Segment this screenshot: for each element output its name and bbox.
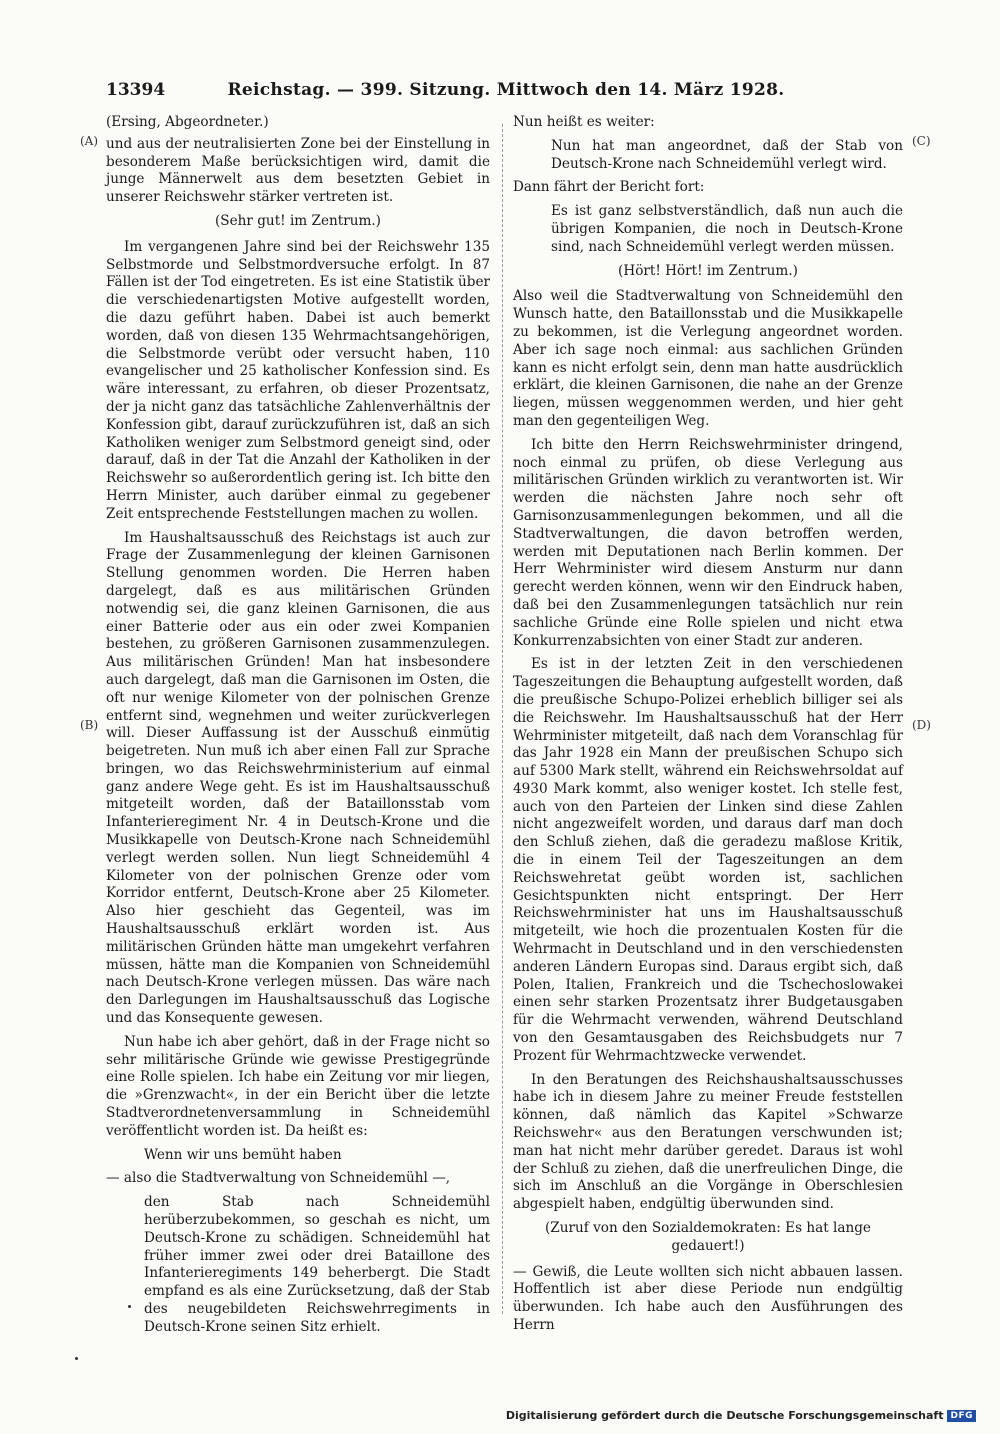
paragraph: In den Beratungen des Reichshaushaltsausschusses habe ich in diesem Jahre zu meiner Freude feststellen können, daß nämlich das Kapitel »Schwarze Reichswehr« aus den Beratungen verschwunden ist; man hat nicht mehr darüber geredet. Daraus ist wohl der Schluß zu ziehen, daß die unerfreulichen Dinge, die sich im Anschluß an die Vorgänge in Oberschlesien abgespielt haben, endgültig überwunden sind. bbox=[513, 1071, 903, 1213]
margin-marker-b: (B) bbox=[80, 718, 99, 732]
paragraph: und aus der neutralisierten Zone bei der Einstellung in besonderem Maße berücksichtigen wird, damit die junge Männerwelt aus dem besetzten Gebiet in unserer Reichswehr stärker vertreten ist. bbox=[106, 135, 490, 206]
margin-marker-c: (C) bbox=[912, 134, 931, 148]
quote: Es ist ganz selbstverständlich, daß nun auch die übrigen Kompanien, die noch in Deutsch-Krone sind, nach Schneidemühl verlegt werden müssen. bbox=[551, 203, 903, 255]
footer-credit bbox=[506, 1409, 976, 1422]
margin-marker-d: (D) bbox=[912, 718, 931, 732]
speaker-label: (Ersing, Abgeordneter.) bbox=[106, 114, 269, 130]
page-title: Reichstag. — 399. Sitzung. Mittwoch den 14. März 1928. bbox=[227, 80, 785, 100]
margin-marker-a: (A) bbox=[80, 134, 99, 148]
paragraph: Nun heißt es weiter: bbox=[513, 114, 655, 130]
paragraph: Im vergangenen Jahre sind bei der Reichswehr 135 Selbstmorde und Selbstmordversuche erfolgt. In 87 Fällen ist der Tod eingetreten. Es ist eine Statistik über die verschiedenartigsten Motive aufgestellt worden, die dazu geführt haben. Dabei ist auch bemerkt worden, daß von diesen 135 Wehrmachtsangehörigen, die Selbstmorde verübt oder versucht haben, 110 evangelischer und 25 katholischer Konfession sind. Es wäre interessant, zu erfahren, ob dieser Prozentsatz, der ja nicht ganz das tatsächliche Zahlenverhältnis der Konfession gibt, darauf zurückzuführen ist, daß an sich Katholiken weniger zum Selbstmord geneigt sind, oder darauf, daß in der Tat die Anzahl der Katholiken in der Reichswehr so außerordentlich gering ist. Ich bitte den Herrn Minister, auch darüber einmal zu gegebener Zeit entsprechende Feststellungen machen zu wollen. bbox=[106, 238, 490, 522]
interjection: (Sehr gut! im Zentrum.) bbox=[215, 212, 381, 229]
right-column bbox=[513, 114, 903, 1341]
column-divider bbox=[502, 124, 503, 1314]
footer-text: Digitalisierung gefördert durch die Deutsche Forschungsgemeinschaft bbox=[505, 1409, 944, 1422]
paragraph: Nun habe ich aber gehört, daß in der Frage nicht so sehr militärische Gründe wie gewisse Prestigegründe eine Rolle spielen. Ich habe ein Zeitung vor mir liegen, die »Grenzwacht«, in der ein Bericht über die letzte Stadtverordnetenversammlung in Schneidemühl veröffentlicht worden ist. Da heißt es: bbox=[106, 1033, 490, 1139]
paragraph: — Gewiß, die Leute wollten sich nicht abbauen lassen. Hoffentlich ist aber diese Periode nun endgültig überwunden. Ich habe auch den Ausführungen des Herrn bbox=[513, 1263, 903, 1333]
speck bbox=[75, 1357, 78, 1360]
interjection: (Zuruf von den Sozialdemokraten: Es hat lange gedauert!) bbox=[545, 1220, 871, 1254]
paragraph: Ich bitte den Herrn Reichswehrminister dringend, noch einmal zu prüfen, ob diese Verlegung aus militärischen Gründen wirklich zu verantworten ist. Wir werden die nächsten Jahre noch sehr oft Garnisonzusammenlegungen bekommen, und all die Stadtverwaltungen, die davon betroffen werden, werden mit Deputationen nach Berlin kommen. Der Herr Wehrminister wird diesem Ansturm nur dann gerecht werden können, wenn wir den Eindruck haben, daß bei den Zusammenlegungen tatsächlich nur rein sachliche Gründe eine Rolle spielen und nicht etwa Konkurrenzabsichten von einer Stadt zur anderen. bbox=[513, 436, 903, 649]
quote-aside: — also die Stadtverwaltung von Schneidemühl —, bbox=[106, 1170, 451, 1187]
paragraph: Es ist in der letzten Zeit in den verschiedenen Tageszeitungen die Behauptung aufgestellt worden, daß die preußische Schupo-Polizei erheblich billiger sei als die Reichswehr. Im Haushaltsausschuß hat der Herr Wehrminister mitgeteilt, daß nach dem Voranschlag für das Jahr 1928 ein Mann der preußischen Schupo sich auf 5300 Mark stellt, während ein Reichswehrsoldat auf 4930 Mark kommt, also weniger kostet. Ich stelle fest, auch von den Parteien der Linken sind diese Zahlen nicht angezweifelt worden, und daraus darf man doch den Schluß ziehen, daß die geradezu maßlose Kritik, die in einem Teil der Tageszeitungen an dem Reichswehretat geübt worden ist, sachlichen Gesichtspunkten nicht entspringt. Der Herr Reichswehrminister hat uns im Haushaltsausschuß mitgeteilt, wie hoch die prozentualen Kosten für die Wehrmacht in Deutschland und in den verschiedensten anderen Ländern Europas sind. Daraus ergibt sich, daß Polen, Italien, Frankreich und die Tschechoslowakei einen sehr starken Prozentsatz ihrer Budgetausgaben für die Wehrmacht verwenden, während Deutschland von den Gesamtausgaben des Reichsbudgets nur 7 Prozent für Wehrmachtzwecke verwendet. bbox=[513, 656, 903, 1064]
paragraph: Also weil die Stadtverwaltung von Schneidemühl den Wunsch hatte, den Bataillonsstab und die Musikkapelle zu bekommen, ist die Verlegung angeordnet worden. Aber ich sage noch einmal: aus sachlichen Gründen kann es nicht erfolgt sein, denn man hatte ausdrücklich erklärt, die kleinen Garnisonen, die nahe an der Grenze liegen, müssen weggenommen werden, und hier geht man den gegenteiligen Weg. bbox=[513, 288, 903, 429]
paragraph: Dann fährt der Bericht fort: bbox=[513, 179, 705, 196]
left-column bbox=[106, 114, 490, 1343]
speck bbox=[128, 1305, 131, 1308]
interjection: (Hört! Hört! im Zentrum.) bbox=[618, 262, 798, 279]
page-header bbox=[106, 80, 906, 106]
quote: Wenn wir uns bemüht haben bbox=[144, 1146, 342, 1163]
paragraph: Im Haushaltsausschuß des Reichstags ist auch zur Frage der Zusammenlegung der kleinen Garnisonen Stellung genommen worden. Die Herren haben dargelegt, daß es aus militärischen Gründen notwendig sei, die ganz kleinen Garnisonen, die aus einer Batterie oder aus ein oder zwei Kompanien bestehen, zu größeren Garnisonen zusammenzulegen. Aus militärischen Gründen! Man hat insbesondere auch dargelegt, daß man die Garnisonen im Osten, die oft nur wenige Kilometer von der polnischen Grenze entfernt sind, wegnehmen und weiter zurückverlegen will. Dieser Auffassung ist der Ausschuß einmütig beigetreten. Nun muß ich aber einen Fall zur Sprache bringen, wo das Reichswehrministerium auf einmal ganz andere Wege geht. Es ist im Haushaltsausschuß mitgeteilt worden, daß der Bataillonsstab vom Infanterieregiment Nr. 4 in Deutsch-Krone und die Musikkapelle von Deutsch-Krone nach Schneidemühl verlegt werden sollen. Nun liegt Schneidemühl 4 Kilometer von der polnischen Grenze oder vom Korridor entfernt, Deutsch-Krone aber 25 Kilometer. Also hier geschieht das Gegenteil, was im Haushaltsausschuß erklärt worden ist. Aus militärischen Gründen hätte man umgekehrt verfahren müssen, hätte man die Kompanien von Schneidemühl nach Deutsch-Krone verlegen müssen. Das wäre nach den Darlegungen im Haushaltsausschuß das Logische und das Konsequente gewesen. bbox=[106, 529, 490, 1027]
quote: Nun hat man angeordnet, daß der Stab von Deutsch-Krone nach Schneidemühl verlegt wird. bbox=[551, 137, 903, 172]
dfg-logo: DFG bbox=[947, 1410, 976, 1422]
page-number: 13394 bbox=[106, 80, 166, 100]
quote: den Stab nach Schneidemühl herüberzubekommen, so geschah es nicht, um Deutsch-Krone zu schädigen. Schneidemühl hat früher immer zwei oder drei Bataillone des Infanterieregiments 149 beherbergt. Die Stadt empfand es als eine Zurücksetzung, daß der Stab des neugebildeten Reichswehrregiments in Deutsch-Krone seinen Sitz erhielt. bbox=[144, 1194, 490, 1335]
